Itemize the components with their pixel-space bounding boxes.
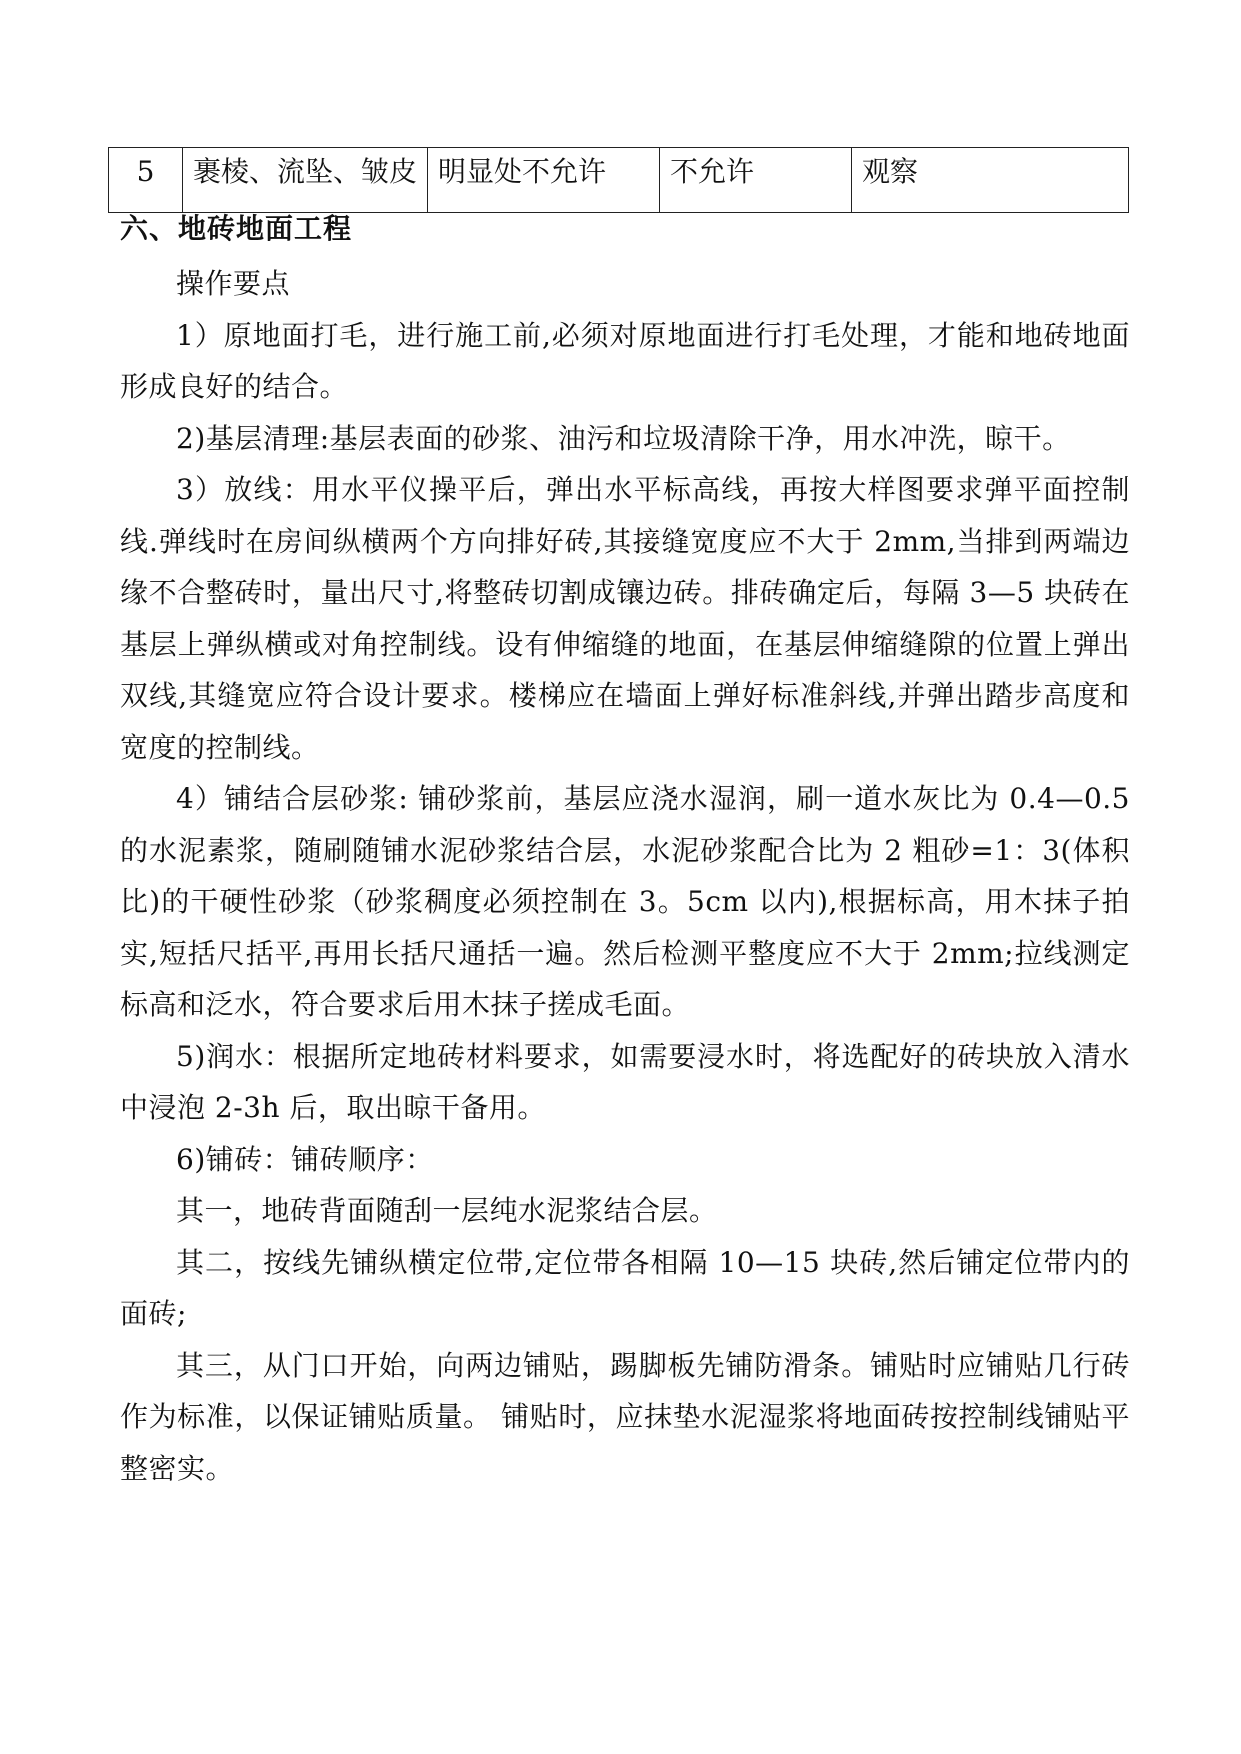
- paragraph: 3）放线：用水平仪操平后，弹出水平标高线，再按大样图要求弹平面控制线.弹线时在房间纵横两个方向排好砖,其接缝宽度应不大于 2mm,当排到两端边缘不合整砖时，量出尺寸,将整砖切割成镶边砖。排砖确定后，每隔 3—5 块砖在基层上弹纵横或对角控制线。设有伸缩缝的地面，在基层伸缩缝隙的位置上弹出双线,其缝宽应符合设计要求。楼梯应在墙面上弹好标准斜线,并弹出踏步高度和宽度的控制线。: [120, 473, 1130, 764]
- method-cell: 观察: [852, 148, 1129, 213]
- paragraph: 2)基层清理:基层表面的砂浆、油污和垃圾清除干净，用水冲洗，晾干。: [176, 421, 1071, 455]
- paragraph: 其一，地砖背面随刮一层纯水泥浆结合层。: [176, 1194, 718, 1227]
- advanced-cell: 不允许: [660, 148, 852, 213]
- quality-table: [108, 147, 1129, 213]
- paragraph: 操作要点: [176, 267, 291, 300]
- section-heading: 六、地砖地面工程: [120, 212, 353, 245]
- row-number-cell: 5: [109, 148, 183, 213]
- table-row: [109, 148, 1129, 213]
- standard-cell: 明显处不允许: [428, 148, 660, 213]
- paragraph: 其二，按线先铺纵横定位带,定位带各相隔 10—15 块砖,然后铺定位带内的面砖;: [120, 1245, 1130, 1330]
- item-cell: 裹棱、流坠、皱皮: [183, 148, 428, 213]
- paragraph: 5)润水：根据所定地砖材料要求，如需要浸水时，将选配好的砖块放入清水中浸泡 2-3h 后，取出晾干备用。: [120, 1039, 1130, 1124]
- section-body: [120, 258, 1130, 1494]
- paragraph: 1）原地面打毛，进行施工前,必须对原地面进行打毛处理，才能和地砖地面形成良好的结合。: [120, 318, 1130, 403]
- paragraph: 6)铺砖：铺砖顺序：: [176, 1142, 434, 1176]
- paragraph: 4）铺结合层砂浆: 铺砂浆前，基层应浇水湿润，刷一道水灰比为 0.4—0.5 的水泥素浆，随刷随铺水泥砂浆结合层，水泥砂浆配合比为 2 粗砂=1：3(体积比)的干硬性砂浆（砂浆稠度必须控制在 3。5cm 以内),根据标高，用木抹子拍实,短括尺括平,再用长括尺通括一遍。然后检测平整度应不大于 2mm;拉线测定标高和泛水，符合要求后用木抹子搓成毛面。: [120, 782, 1130, 1021]
- paragraph: 其三，从门口开始，向两边铺贴，踢脚板先铺防滑条。铺贴时应铺贴几行砖作为标准，以保证铺贴质量。 铺贴时，应抹垫水泥湿浆将地面砖按控制线铺贴平整密实。: [120, 1348, 1130, 1485]
